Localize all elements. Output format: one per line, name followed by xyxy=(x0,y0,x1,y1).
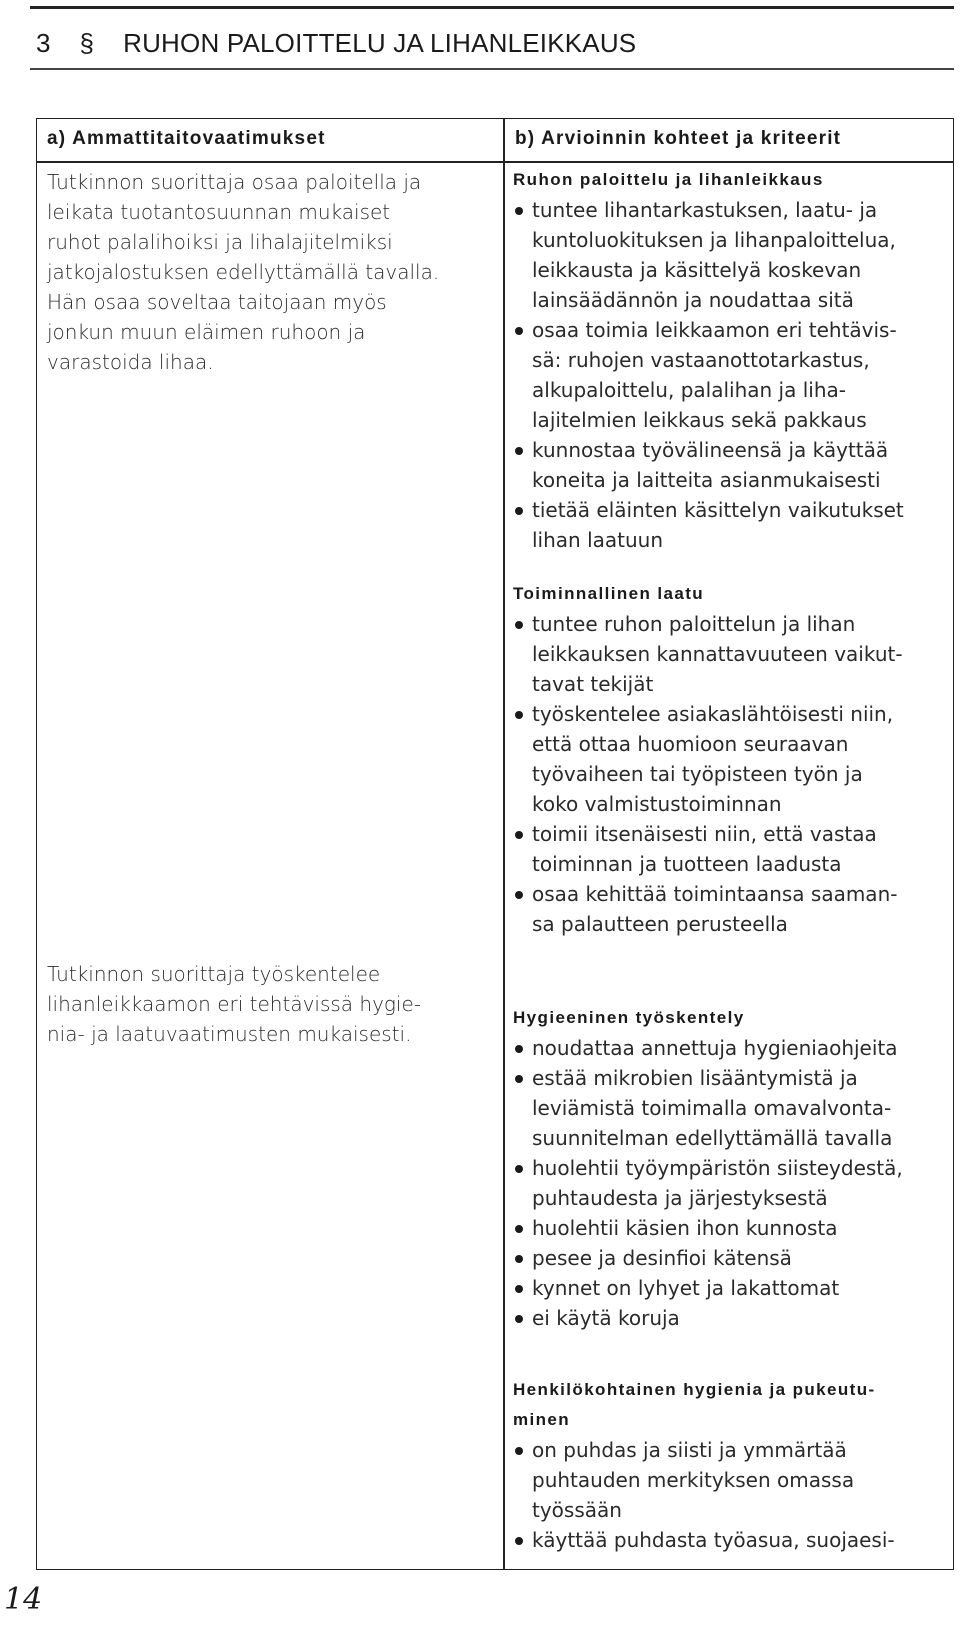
top-rule xyxy=(30,6,954,9)
criteria-section-functional-quality xyxy=(513,579,951,939)
bullet-icon xyxy=(515,1255,523,1263)
list-item xyxy=(513,1273,951,1303)
list-item xyxy=(513,1435,951,1525)
text-line: varastoida lihaa. xyxy=(47,350,214,374)
text-line: sä: ruhojen vastaanottotarkastus, xyxy=(532,348,870,372)
text-line: että ottaa huomioon seuraavan xyxy=(532,732,849,756)
header-divider xyxy=(37,161,953,163)
text-line: toiminnan ja tuotteen laadusta xyxy=(532,852,842,876)
text-line: koko valmistustoiminnan xyxy=(532,792,782,816)
text-line: käyttää puhdasta työasua, suojaesi- xyxy=(532,1528,895,1552)
text-line: leikkauksen kannattavuuteen vaikut- xyxy=(532,642,903,666)
section-title-continued: minen xyxy=(513,1410,571,1429)
list-item xyxy=(513,879,951,939)
list-item xyxy=(513,1153,951,1213)
text-line: jonkun muun eläimen ruhoon ja xyxy=(47,320,366,344)
column-header-criteria: b) Arvioinnin kohteet ja kriteerit xyxy=(515,128,842,149)
bullet-icon xyxy=(515,1285,523,1293)
text-line: kuntoluokituksen ja lihanpaloittelua, xyxy=(532,228,896,252)
column-header-requirements: a) Ammattitaitovaatimukset xyxy=(47,128,326,149)
text-line: puhtaudesta ja järjestyksestä xyxy=(532,1186,828,1210)
list-item xyxy=(513,1213,951,1243)
section-title: Toiminnallinen laatu xyxy=(513,584,705,603)
chapter-number: 3 xyxy=(36,28,51,58)
text-line: toimii itsenäisesti niin, että vastaa xyxy=(532,822,877,846)
text-line: osaa toimia leikkaamon eri tehtävis- xyxy=(532,318,897,342)
text-line: lihanleikkaamon eri tehtävissä hygie- xyxy=(47,992,422,1016)
criteria-section-personal-hygiene xyxy=(513,1375,951,1555)
text-line: huolehtii käsien ihon kunnosta xyxy=(532,1216,838,1240)
column-divider xyxy=(503,119,505,1569)
text-line: huolehtii työympäristön siisteydestä, xyxy=(532,1156,903,1180)
text-line: lajitelmien leikkaus sekä pakkaus xyxy=(532,408,867,432)
text-line: estää mikrobien lisääntymistä ja xyxy=(532,1066,858,1090)
text-line: noudattaa annettuja hygieniaohjeita xyxy=(532,1036,898,1060)
text-line: sa palautteen perusteella xyxy=(532,912,788,936)
bullet-icon xyxy=(515,207,523,215)
bullet-icon xyxy=(515,327,523,335)
bullet-icon xyxy=(515,507,523,515)
bullet-icon xyxy=(515,621,523,629)
bullet-icon xyxy=(515,711,523,719)
text-line: työssään xyxy=(532,1498,622,1522)
list-item xyxy=(513,495,951,555)
text-line: on puhdas ja siisti ja ymmärtää xyxy=(532,1438,847,1462)
text-line: leikkausta ja käsittelyä koskevan xyxy=(532,258,862,282)
text-line: ei käytä koruja xyxy=(532,1306,680,1330)
list-item xyxy=(513,435,951,495)
criteria-table xyxy=(36,118,954,1570)
text-line: tuntee ruhon paloittelun ja lihan xyxy=(532,612,856,636)
text-line: leviämistä toimimalla omavalvonta- xyxy=(532,1096,892,1120)
bullet-icon xyxy=(515,1225,523,1233)
text-line: jatkojalostuksen edellyttämällä tavalla. xyxy=(47,260,440,284)
bullet-icon xyxy=(515,891,523,899)
text-line: kunnostaa työvälineensä ja käyttää xyxy=(532,438,889,462)
text-line: alkupaloittelu, palalihan ja liha- xyxy=(532,378,846,402)
text-line: puhtauden merkityksen omassa xyxy=(532,1468,855,1492)
text-line: koneita ja laitteita asianmukaisesti xyxy=(532,468,881,492)
text-line: leikata tuotantosuunnan mukaiset xyxy=(47,200,391,224)
page-number: 14 xyxy=(4,1582,43,1617)
bullet-icon xyxy=(515,1537,523,1545)
list-item xyxy=(513,195,951,315)
criteria-section-hygienic-work xyxy=(513,1003,951,1333)
requirement-paragraph-1 xyxy=(47,167,492,377)
text-line: tuntee lihantarkastuksen, laatu- ja xyxy=(532,198,878,222)
list-item xyxy=(513,819,951,879)
section-symbol: § xyxy=(79,28,95,58)
list-item xyxy=(513,1033,951,1063)
requirement-paragraph-2 xyxy=(47,959,492,1049)
text-line: Tutkinnon suorittaja osaa paloitella ja xyxy=(47,170,422,194)
text-line: lainsäädännön ja noudattaa sitä xyxy=(532,288,854,312)
text-line: ruhot palalihoiksi ja lihalajitelmiksi xyxy=(47,230,393,254)
text-line: pesee ja desinfioi kätensä xyxy=(532,1246,792,1270)
text-line: tavat tekijät xyxy=(532,672,654,696)
text-line: nia- ja laatuvaatimusten mukaisesti. xyxy=(47,1022,412,1046)
list-item xyxy=(513,1303,951,1333)
list-item xyxy=(513,1243,951,1273)
list-item xyxy=(513,1063,951,1153)
list-item xyxy=(513,609,951,699)
bullet-icon xyxy=(515,1447,523,1455)
text-line: Hän osaa soveltaa taitojaan myös xyxy=(47,290,387,314)
text-line: lihan laatuun xyxy=(532,528,664,552)
section-title: Ruhon paloittelu ja lihanleikkaus xyxy=(513,170,824,189)
heading-rule xyxy=(30,68,954,70)
chapter-title: RUHON PALOITTELU JA LIHANLEIKKAUS xyxy=(123,28,637,58)
text-line: työskentelee asiakaslähtöisesti niin, xyxy=(532,702,894,726)
list-item xyxy=(513,699,951,819)
bullet-icon xyxy=(515,1075,523,1083)
list-item xyxy=(513,315,951,435)
text-line: työvaiheen tai työpisteen työn ja xyxy=(532,762,863,786)
section-title: Hygieeninen työskentely xyxy=(513,1008,745,1027)
bullet-icon xyxy=(515,831,523,839)
bullet-icon xyxy=(515,1045,523,1053)
text-line: kynnet on lyhyet ja lakattomat xyxy=(532,1276,840,1300)
text-line: Tutkinnon suorittaja työskentelee xyxy=(47,962,381,986)
text-line: suunnitelman edellyttämällä tavalla xyxy=(532,1126,893,1150)
chapter-heading xyxy=(36,28,636,59)
section-title: Henkilökohtainen hygienia ja pukeutu- xyxy=(513,1380,876,1399)
bullet-icon xyxy=(515,1165,523,1173)
bullet-icon xyxy=(515,1315,523,1323)
list-item xyxy=(513,1525,951,1555)
text-line: tietää eläinten käsittelyn vaikutukset xyxy=(532,498,904,522)
criteria-section-meat-cutting xyxy=(513,165,951,555)
text-line: osaa kehittää toimintaansa saaman- xyxy=(532,882,898,906)
bullet-icon xyxy=(515,447,523,455)
